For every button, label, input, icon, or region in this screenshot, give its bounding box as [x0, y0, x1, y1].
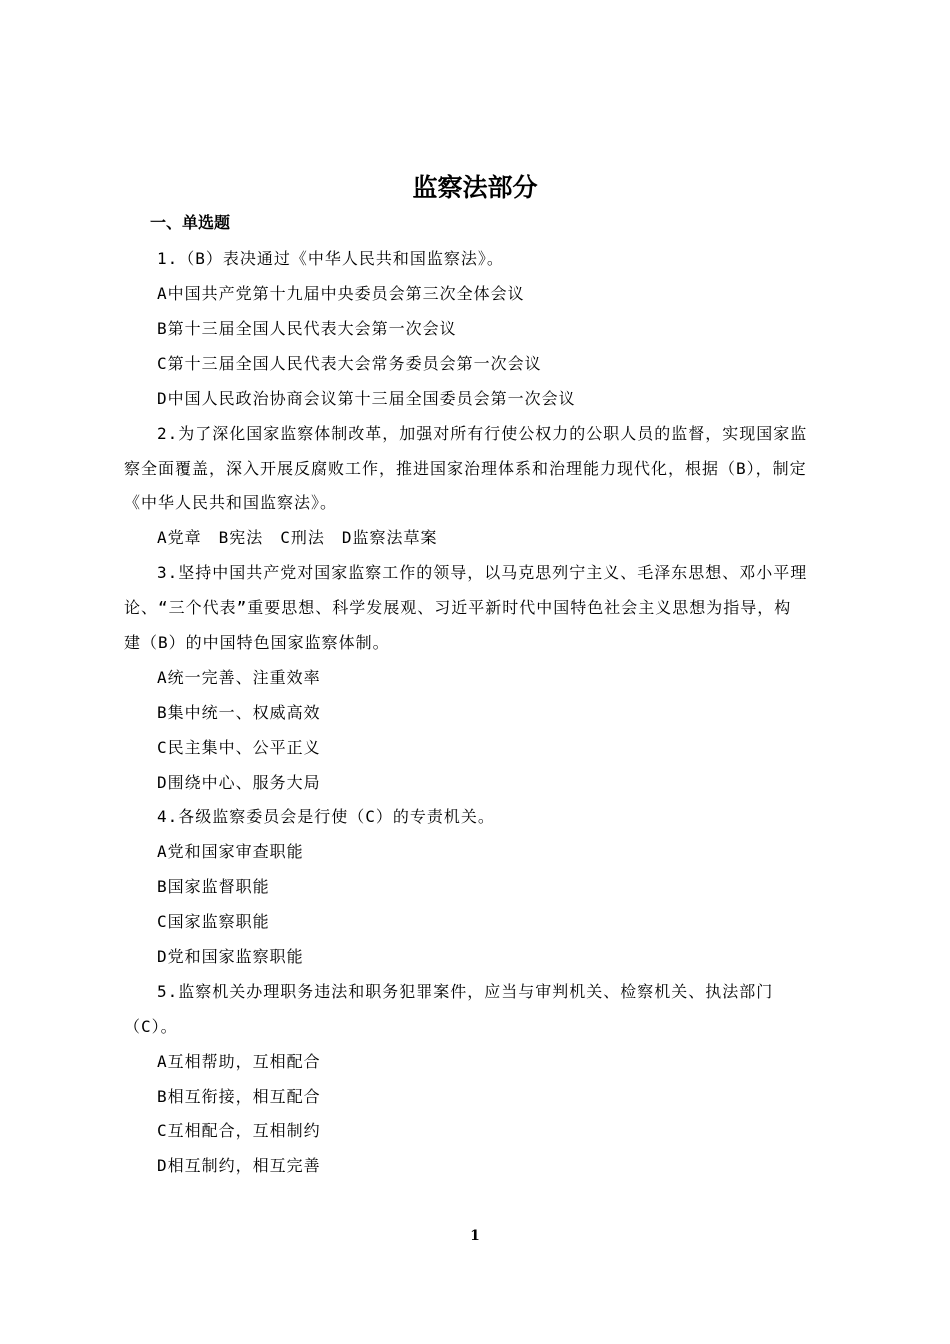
question-1: 1.（B）表决通过《中华人民共和国监察法》。: [157, 249, 504, 268]
page-number: 1: [470, 1228, 480, 1244]
question-3-line-3: 建（B）的中国特色国家监察体制。: [124, 633, 390, 652]
question-3-line-1: 3.坚持中国共产党对国家监察工作的领导，以马克思列宁主义、毛泽东思想、邓小平理: [157, 563, 808, 582]
question-2-line-1: 2.为了深化国家监察体制改革，加强对所有行使公权力的公职人员的监督，实现国家监: [157, 424, 808, 443]
q1-option-d: D中国人民政治协商会议第十三届全国委员会第一次会议: [157, 389, 576, 408]
q5-option-d: D相互制约，相互完善: [157, 1156, 321, 1175]
question-4: 4.各级监察委员会是行使（C）的专责机关。: [157, 807, 495, 826]
question-2-line-3: 《中华人民共和国监察法》。: [124, 493, 338, 512]
q2-options: A党章 B宪法 C刑法 D监察法草案: [157, 528, 438, 547]
section-heading: 一、单选题: [150, 213, 231, 232]
q4-option-d: D党和国家监察职能: [157, 947, 304, 966]
q1-option-a: A中国共产党第十九届中央委员会第三次全体会议: [157, 284, 525, 303]
q3-option-a: A统一完善、注重效率: [157, 668, 321, 687]
q1-option-c: C第十三届全国人民代表大会常务委员会第一次会议: [157, 354, 542, 373]
question-5-line-1: 5.监察机关办理职务违法和职务犯罪案件，应当与审判机关、检察机关、执法部门: [157, 982, 774, 1001]
question-5-line-2: （C）。: [124, 1017, 178, 1036]
q3-option-b: B集中统一、权威高效: [157, 703, 321, 722]
q4-option-b: B国家监督职能: [157, 877, 270, 896]
q4-option-c: C国家监察职能: [157, 912, 270, 931]
q5-option-b: B相互衔接，相互配合: [157, 1087, 321, 1106]
q4-option-a: A党和国家审查职能: [157, 842, 304, 861]
q5-option-a: A互相帮助，互相配合: [157, 1052, 321, 1071]
page-title: 监察法部分: [412, 173, 538, 202]
q1-option-b: B第十三届全国人民代表大会第一次会议: [157, 319, 457, 338]
q3-option-c: C民主集中、公平正义: [157, 738, 321, 757]
q3-option-d: D围绕中心、服务大局: [157, 773, 321, 792]
question-2-line-2: 察全面覆盖，深入开展反腐败工作，推进国家治理体系和治理能力现代化，根据（B），制定: [124, 459, 807, 478]
q5-option-c: C互相配合，互相制约: [157, 1121, 321, 1140]
question-3-line-2: 论、“三个代表”重要思想、科学发展观、习近平新时代中国特色社会主义思想为指导，构: [124, 598, 792, 617]
